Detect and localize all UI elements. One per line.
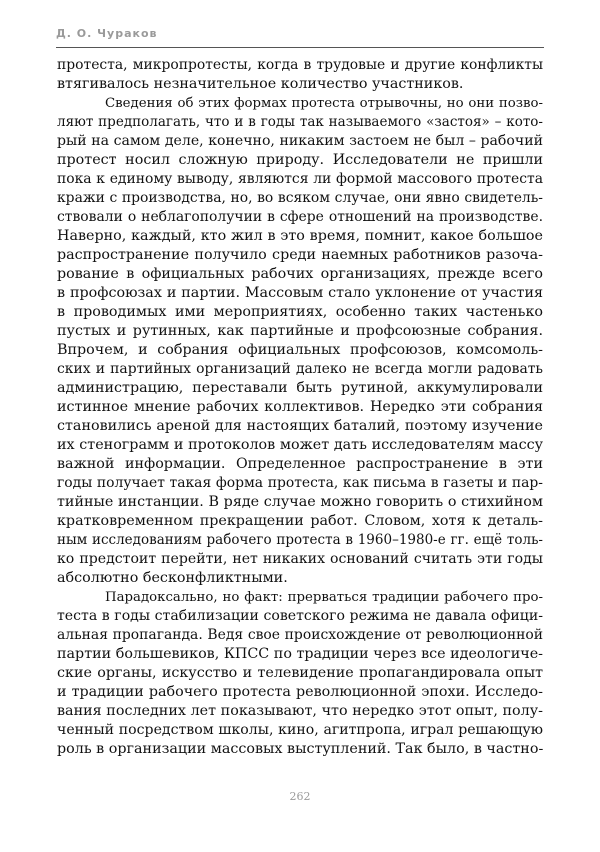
text-line: пустых и рутинных, как партийные и профсоюзные собрания.	[57, 323, 543, 339]
text-line: партии большевиков, КПСС по традиции через все идеологиче-	[57, 646, 543, 662]
text-line: важной информации. Определенное распространение в эти	[57, 456, 543, 472]
text-line: ские органы, искусство и телевидение пропагандировала опыт	[57, 665, 543, 681]
text-line: и традиции рабочего протеста революционной эпохи. Исследо-	[57, 684, 543, 700]
text-line: тийные инстанции. В ряде случае можно говорить о стихийном	[57, 494, 543, 510]
text-line: протест носил сложную природу. Исследователи не пришли	[57, 152, 543, 168]
running-head: Д. О. Чураков	[56, 27, 158, 40]
text-line: теста в годы стабилизации советского режима не давала офици-	[57, 608, 543, 624]
text-line: становились ареной для настоящих баталий, поэтому изучение	[57, 418, 543, 434]
text-line: администрацию, переставали быть рутиной, аккумулировали	[57, 380, 543, 396]
text-line: кратковременном прекращении работ. Словом, хотя к деталь-	[57, 513, 543, 529]
text-line: распространение получило среди наемных работников разоча-	[57, 247, 543, 263]
text-line: ко предстоит перейти, нет никаких оснований считать эти годы	[57, 551, 543, 567]
page-number: 262	[289, 790, 311, 803]
text-line: Наверно, каждый, кто жил в это время, помнит, какое большое	[57, 228, 543, 244]
text-line: втягивалось незначительное количество участников.	[57, 76, 464, 92]
text-line: ствовали о неблагополучии в сфере отношений на производстве.	[57, 209, 543, 225]
text-line: протеста, микропротесты, когда в трудовые и другие конфликты	[57, 57, 543, 73]
text-line: кражи с производства, но, во всяком случае, они явно свидетель-	[57, 190, 543, 206]
body-text	[57, 56, 543, 759]
text-line: Парадоксально, но факт: прерваться традиции рабочего про-	[105, 590, 543, 605]
text-line: истинное мнение рабочих коллективов. Нередко эти собрания	[57, 399, 543, 415]
text-line: пока к единому выводу, являются ли формой массового протеста	[57, 171, 543, 187]
text-line: годы получает такая форма протеста, как письма в газеты и пар-	[57, 475, 543, 491]
text-line: ляют предполагать, что и в годы так называемого «застоя» – кото-	[57, 114, 543, 130]
text-line: вания последних лет показывают, что нередко этот опыт, полу-	[57, 703, 543, 719]
text-line: ным исследованиям рабочего протеста в 1960–1980-е гг. ещё толь-	[57, 532, 543, 548]
header-rule	[56, 47, 544, 48]
text-line: ских и партийных организаций далеко не всегда могли радовать	[57, 361, 543, 377]
text-line: в профсоюзах и партии. Массовым стало уклонение от участия	[57, 285, 543, 301]
text-line: ченный посредством школы, кино, агитпропа, играл решающую	[57, 722, 543, 738]
text-line: Сведения об этих формах протеста отрывочны, но они позво-	[105, 96, 543, 111]
text-line: роль в организации массовых выступлений. Так было, в частно-	[57, 741, 544, 757]
text-line: их стенограмм и протоколов может дать исследователям массу	[57, 437, 543, 453]
text-line: альная пропаганда. Ведя свое происхождение от революционной	[57, 627, 543, 643]
text-line: рование в официальных рабочих организациях, прежде всего	[57, 266, 543, 282]
text-line: в проводимых ими мероприятиях, особенно таких частенько	[57, 304, 543, 320]
text-line: абсолютно бесконфликтными.	[57, 570, 288, 586]
text-line: Впрочем, и собрания официальных профсоюзов, комсомоль-	[57, 342, 543, 358]
text-line: рый на самом деле, конечно, никаким застоем не был – рабочий	[57, 133, 543, 149]
